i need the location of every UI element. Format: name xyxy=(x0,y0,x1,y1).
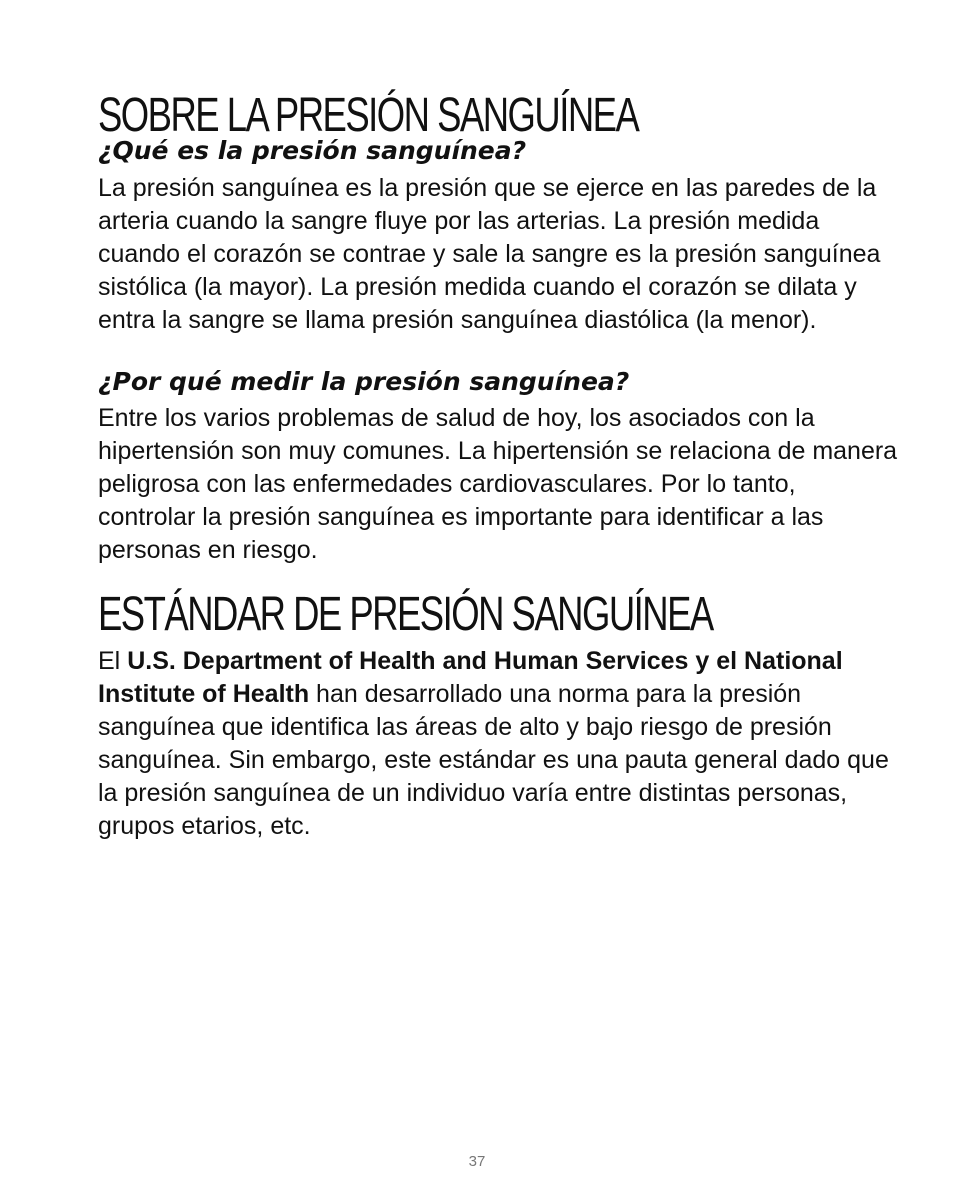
paragraph-standard-institutions: U.S. Department of Health and Human Services y el National Institute of Health xyxy=(98,647,843,708)
paragraph-standard xyxy=(98,645,898,843)
paragraph-standard-intro: El xyxy=(98,647,128,675)
paragraph-standard-rest: han desarrollado una norma para la presión sanguínea que identifica las áreas de alto y bajo riesgo de presión sanguínea. Sin embargo, este estándar es una pauta general dado que la presión sanguínea de un individuo varía entre distintas personas, grupos etarios, etc. xyxy=(98,680,889,840)
page-number: 37 xyxy=(468,1153,486,1170)
subheading-what-is-blood-pressure: ¿Qué es la presión sanguínea? xyxy=(98,136,527,165)
section-title-blood-pressure: SOBRE LA PRESIÓN SANGUÍNEA xyxy=(98,89,639,142)
subheading-why-measure: ¿Por qué medir la presión sanguínea? xyxy=(98,367,630,396)
paragraph-what-is-blood-pressure: La presión sanguínea es la presión que se ejerce en las paredes de la arteria cuando la sangre fluye por las arterias. La presión medida cuando el corazón se contrae y sale la sangre es la presión sanguínea sistólica (la mayor). La presión medida cuando el corazón se dilata y entra la sangre se llama presión sanguínea diastólica (la menor). xyxy=(98,174,881,334)
document-page xyxy=(98,88,898,843)
section-title-blood-pressure-standard: ESTÁNDAR DE PRESIÓN SANGUÍNEA xyxy=(98,588,713,641)
paragraph-why-measure: Entre los varios problemas de salud de hoy, los asociados con la hipertensión son muy comunes. La hipertensión se relaciona de manera peligrosa con las enfermedades cardiovasculares. Por lo tanto, controlar la presión sanguínea es importante para identificar a las personas en riesgo. xyxy=(98,404,898,564)
